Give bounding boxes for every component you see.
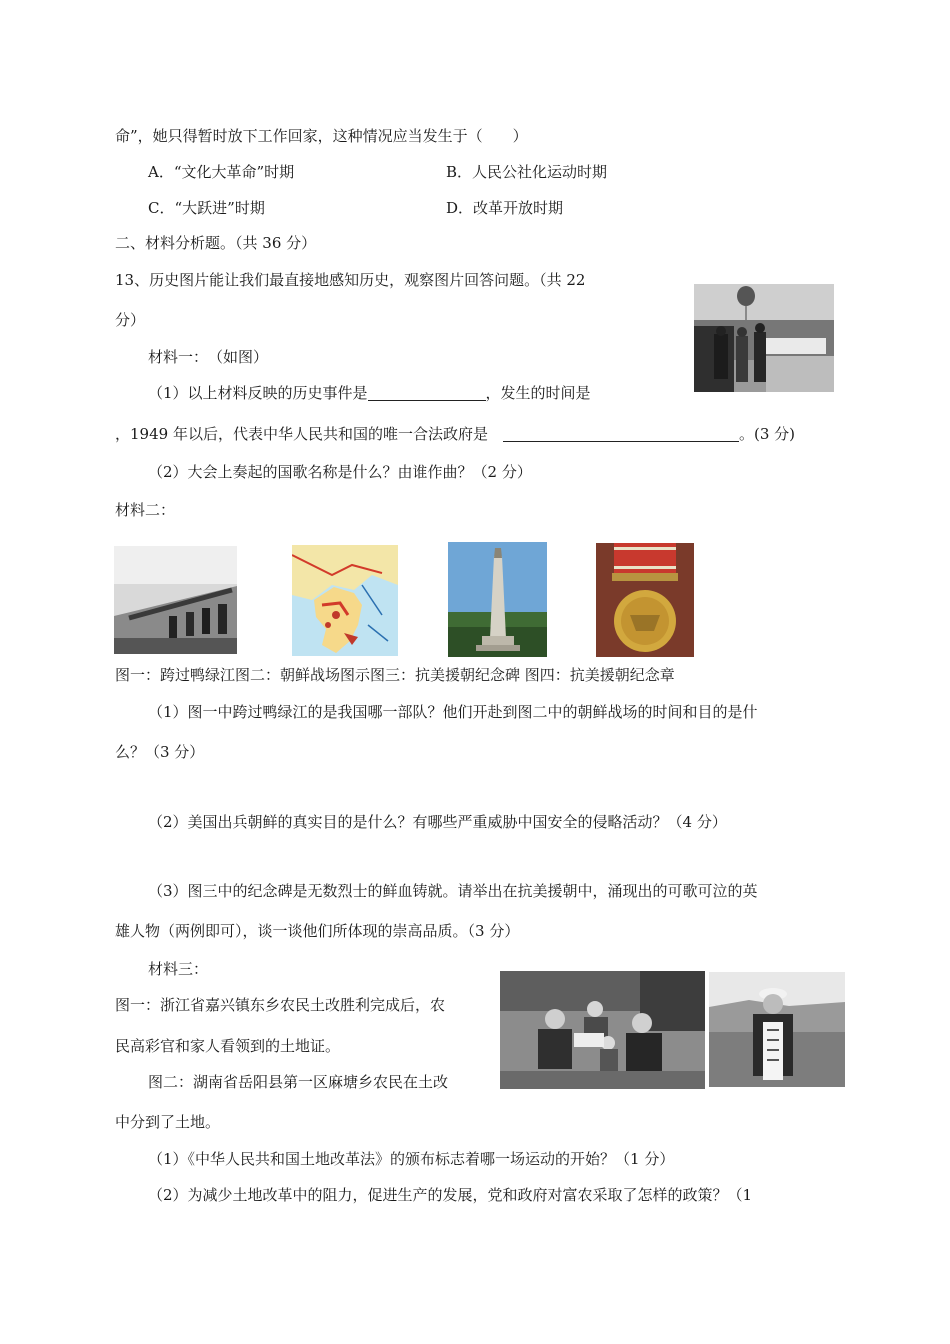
section-heading: 二、材料分析题。（共 36 分） [115,234,317,252]
q12-option-a: A．“文化大革命”时期 [148,163,295,181]
material3-label: 材料三： [148,960,209,978]
q12-option-b: B．人民公社化运动时期 [446,163,608,181]
q12-stem-tail: 命”，她只得暂时放下工作回家，这种情况应当发生于（ ） [115,127,528,145]
answer-blank-event[interactable] [368,386,486,401]
material2-q1-line2: 么？（3 分） [115,743,205,761]
material2-label: 材料二： [115,501,176,519]
photo-crossing-yalu [114,546,237,654]
answer-blank-government[interactable] [503,427,739,442]
material2-q1-line1: （1）图一中跨过鸭绿江的是我国哪一部队？他们开赴到图二中的朝鲜战场的时间和目的是什 [148,703,758,721]
material2-q3-line2: 雄人物（两例即可），谈一谈他们所体现的崇高品质。（3 分） [115,922,520,940]
q13-intro-line2: 分） [115,311,146,329]
material1-q1-line1: （1）以上材料反映的历史事件是 ，发生的时间是 [148,384,591,402]
material1-photo [694,284,834,392]
material1-q2: （2）大会上奏起的国歌名称是什么？由谁作曲？（2 分） [148,463,532,481]
photo-land-certificate-family [500,971,705,1089]
photo-memorial-monument [448,542,547,657]
q13-intro-line1: 13、历史图片能让我们最直接地感知历史，观察图片回答问题。（共 22 [115,271,586,289]
material1-q1-line2: ，1949 年以后，代表中华人民共和国的唯一合法政府是 。(3 分) [115,425,795,443]
material3-fig1-line2: 民高彩官和家人看领到的土地证。 [115,1037,341,1055]
photo-farmer-with-land [709,972,845,1087]
q12-option-d: D．改革开放时期 [446,199,564,217]
material2-q2: （2）美国出兵朝鲜的真实目的是什么？有哪些严重威胁中国安全的侵略活动？（4 分） [148,813,727,831]
map-korean-battlefield [292,545,398,656]
material3-fig1-line1: 图一：浙江省嘉兴镇东乡农民土改胜利完成后，农 [115,996,446,1014]
photo-commemorative-medal [596,543,694,657]
material3-q2: （2）为减少土地改革中的阻力，促进生产的发展，党和政府对富农采取了怎样的政策？（1 [148,1186,753,1204]
material3-fig2-line2: 中分到了土地。 [115,1113,221,1131]
material1-label: 材料一： （如图） [148,348,269,366]
material3-fig2-line1: 图二：湖南省岳阳县第一区麻塘乡农民在土改 [148,1073,449,1091]
q12-option-c: C．“大跃进”时期 [148,199,265,217]
material3-q1: （1）《中华人民共和国土地改革法》的颁布标志着哪一场运动的开始？（1 分） [148,1150,675,1168]
material2-q3-line1: （3）图三中的纪念碑是无数烈士的鲜血铸就。请举出在抗美援朝中，涌现出的可歌可泣的英 [148,882,758,900]
material2-captions: 图一：跨过鸭绿江图二：朝鲜战场图示图三：抗美援朝纪念碑 图四：抗美援朝纪念章 [115,666,675,684]
